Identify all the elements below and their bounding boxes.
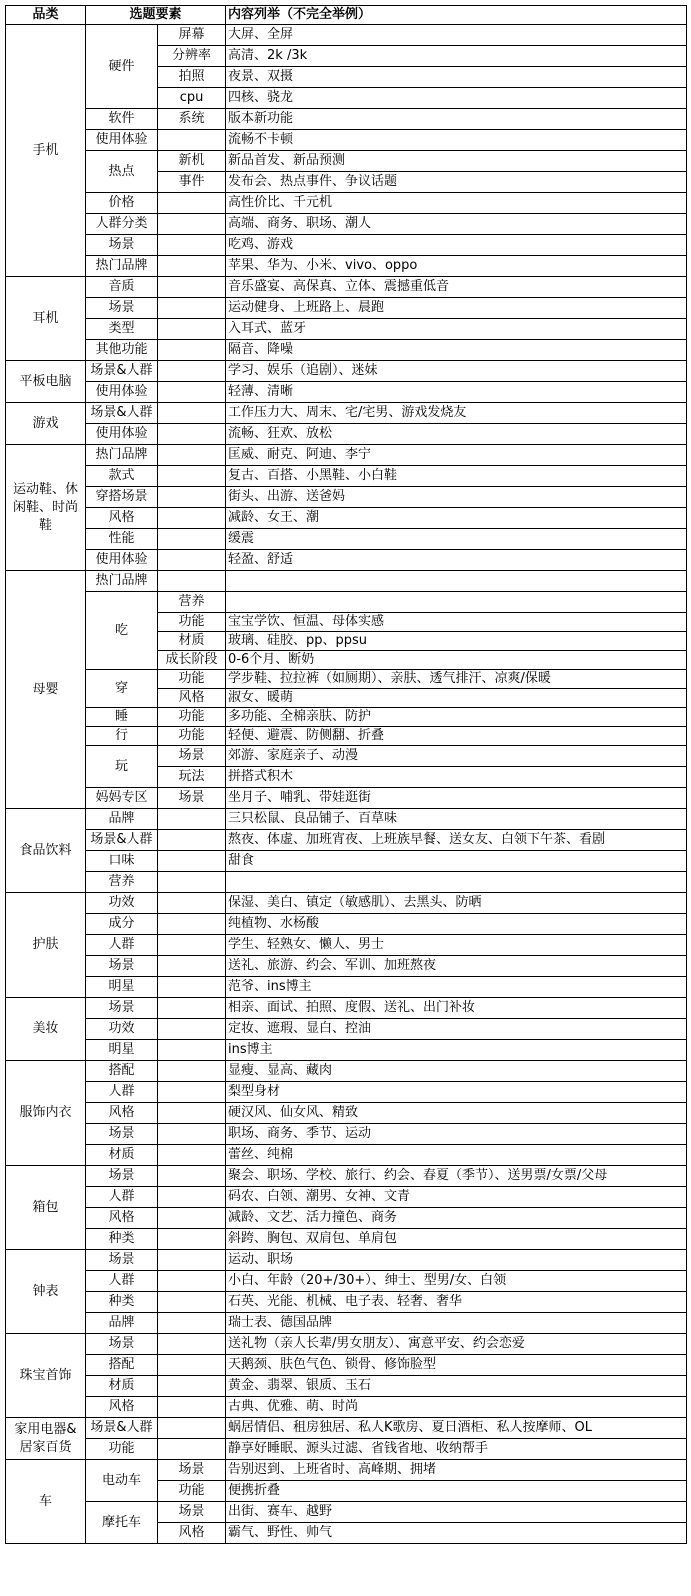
content-cell: 夜景、双摄 [226,67,687,88]
sub-element-cell [158,1019,226,1040]
content-cell: 甜食 [226,851,687,872]
element-cell: 热门品牌 [86,445,158,466]
content-cell: 蜗居情侣、租房独居、私人K歌房、夏日酒柜、私人按摩师、OL [226,1418,687,1439]
table-row [6,1082,687,1103]
sub-element-cell [158,809,226,830]
table-row [6,788,687,809]
content-cell: 霸气、野性、帅气 [226,1523,687,1544]
content-cell: 吃鸡、游戏 [226,235,687,256]
element-cell: 穿 [86,670,158,708]
table-row [6,256,687,277]
category-cell: 母婴 [6,571,86,809]
content-cell: 流畅不卡顿 [226,130,687,151]
element-cell: 人群 [86,1082,158,1103]
sub-element-cell [158,1208,226,1229]
table-row [6,935,687,956]
table-row [6,746,687,767]
table-row [6,277,687,298]
element-cell: 玩 [86,746,158,788]
table-row [6,193,687,214]
table-row [6,382,687,403]
sub-element-cell [158,529,226,550]
sub-element-cell [158,130,226,151]
sub-element-cell [158,1292,226,1313]
element-cell: 人群 [86,1187,158,1208]
table-row [6,1460,687,1481]
content-cell: 新品首发、新品预测 [226,151,687,172]
element-cell: 材质 [86,1145,158,1166]
header-content: 内容列举（不完全举例） [226,6,687,25]
element-cell: 热点 [86,151,158,193]
content-cell: 小白、年龄（20+/30+）、绅士、型男/女、白领 [226,1271,687,1292]
content-cell: 街头、出游、送爸妈 [226,487,687,508]
content-cell: 定妆、遮瑕、显白、控油 [226,1019,687,1040]
element-cell: 成分 [86,914,158,935]
table-row [6,670,687,689]
table-row [6,1229,687,1250]
table-row [6,809,687,830]
content-cell: 送礼物（亲人长辈/男女朋友）、寓意平安、约会恋爱 [226,1334,687,1355]
sub-element-cell: 场景 [158,746,226,767]
table-row [6,214,687,235]
element-cell: 价格 [86,193,158,214]
category-cell: 平板电脑 [6,361,86,403]
sub-element-cell: 功能 [158,727,226,746]
element-cell: 使用体验 [86,550,158,571]
content-cell: 玻璃、硅胶、pp、ppsu [226,632,687,651]
element-cell: 场景&人群 [86,830,158,851]
sub-element-cell: cpu [158,88,226,109]
sub-element-cell: 系统 [158,109,226,130]
content-cell: 减龄、文艺、活力撞色、商务 [226,1208,687,1229]
table-row [6,1061,687,1082]
table-row [6,1145,687,1166]
element-cell: 场景&人群 [86,361,158,382]
table-row [6,487,687,508]
content-cell: 静享好睡眠、源头过滤、省钱省地、收纳帮手 [226,1439,687,1460]
sub-element-cell [158,1061,226,1082]
table-row [6,340,687,361]
sub-element-cell [158,550,226,571]
sub-element-cell: 场景 [158,1502,226,1523]
category-cell: 珠宝首饰 [6,1334,86,1418]
content-cell: 出街、赛车、越野 [226,1502,687,1523]
element-cell: 场景 [86,1334,158,1355]
content-cell: 古典、优雅、萌、时尚 [226,1397,687,1418]
sub-element-cell: 风格 [158,689,226,708]
sub-element-cell: 拍照 [158,67,226,88]
content-cell: 蕾丝、纯棉 [226,1145,687,1166]
table-row [6,1355,687,1376]
element-cell: 功能 [86,1439,158,1460]
content-cell: 隔音、降噪 [226,340,687,361]
content-cell: 高清、2k /3k [226,46,687,67]
content-cell: 郊游、家庭亲子、动漫 [226,746,687,767]
table-row [6,1397,687,1418]
content-cell: 音乐盛宴、高保真、立体、震撼重低音 [226,277,687,298]
sub-element-cell [158,1082,226,1103]
table-row [6,109,687,130]
table-row [6,1019,687,1040]
content-cell: 缓震 [226,529,687,550]
table-row [6,851,687,872]
element-cell: 场景 [86,1124,158,1145]
sub-element-cell: 事件 [158,172,226,193]
table-row [6,998,687,1019]
content-cell: 纯植物、水杨酸 [226,914,687,935]
element-cell: 风格 [86,1397,158,1418]
content-cell: 发布会、热点事件、争议话题 [226,172,687,193]
sub-element-cell: 成长阶段 [158,651,226,670]
content-cell: 范爷、ins博主 [226,977,687,998]
element-cell: 穿搭场景 [86,487,158,508]
content-cell: 高端、商务、职场、潮人 [226,214,687,235]
header-element: 选题要素 [86,6,226,25]
content-cell [226,592,687,613]
element-cell: 风格 [86,1208,158,1229]
content-cell: 学步鞋、拉拉裤（如厕期）、亲肤、透气排汗、凉爽/保暖 [226,670,687,689]
table-row [6,466,687,487]
content-cell: 聚会、职场、学校、旅行、约会、春夏（季节）、送男票/女票/父母 [226,1166,687,1187]
header-row [6,6,687,25]
sub-element-cell [158,1313,226,1334]
content-cell: 流畅、狂欢、放松 [226,424,687,445]
table-row [6,1334,687,1355]
category-cell: 车 [6,1460,86,1544]
content-cell: ins博主 [226,1040,687,1061]
table-row [6,872,687,893]
element-cell: 功效 [86,893,158,914]
content-cell: 天鹅颈、肤色气色、锁骨、修饰脸型 [226,1355,687,1376]
content-cell: 多功能、全棉亲肤、防护 [226,708,687,727]
content-cell: 三只松鼠、良品铺子、百草味 [226,809,687,830]
element-cell: 风格 [86,508,158,529]
sub-element-cell [158,956,226,977]
table-row [6,1166,687,1187]
content-cell: 显瘦、显高、藏肉 [226,1061,687,1082]
category-cell: 钟表 [6,1250,86,1334]
table-row [6,592,687,613]
element-cell: 明星 [86,977,158,998]
content-cell: 保湿、美白、镇定（敏感肌）、去黑头、防晒 [226,893,687,914]
content-cell: 轻薄、清晰 [226,382,687,403]
category-cell: 手机 [6,25,86,277]
sub-element-cell: 场景 [158,1460,226,1481]
category-cell: 耳机 [6,277,86,361]
table-row [6,708,687,727]
table-row [6,403,687,424]
sub-element-cell: 场景 [158,788,226,809]
table-row [6,1502,687,1523]
table-row [6,1376,687,1397]
sub-element-cell [158,1439,226,1460]
content-cell: 运动健身、上班路上、晨跑 [226,298,687,319]
table-row [6,1124,687,1145]
sub-element-cell [158,893,226,914]
content-cell: 梨型身材 [226,1082,687,1103]
content-cell: 轻盈、舒适 [226,550,687,571]
table-row [6,151,687,172]
sub-element-cell [158,445,226,466]
content-cell: 版本新功能 [226,109,687,130]
sub-element-cell [158,998,226,1019]
sub-element-cell [158,235,226,256]
element-cell: 场景 [86,298,158,319]
element-cell: 摩托车 [86,1502,158,1544]
element-cell: 品牌 [86,809,158,830]
sub-element-cell: 玩法 [158,767,226,788]
table-row [6,914,687,935]
sub-element-cell: 分辨率 [158,46,226,67]
sub-element-cell [158,1166,226,1187]
content-cell: 匡威、耐克、阿迪、李宁 [226,445,687,466]
table-row [6,1208,687,1229]
sub-element-cell [158,298,226,319]
element-cell: 人群分类 [86,214,158,235]
table-row [6,893,687,914]
sub-element-cell [158,1376,226,1397]
element-cell: 明星 [86,1040,158,1061]
content-cell: 便携折叠 [226,1481,687,1502]
sub-element-cell [158,1124,226,1145]
content-cell: 石英、光能、机械、电子表、轻奢、奢华 [226,1292,687,1313]
category-cell: 箱包 [6,1166,86,1250]
element-cell: 人群 [86,935,158,956]
element-cell: 风格 [86,1103,158,1124]
element-cell: 使用体验 [86,130,158,151]
table-row [6,977,687,998]
element-cell: 材质 [86,1376,158,1397]
content-cell: 复古、百搭、小黑鞋、小白鞋 [226,466,687,487]
content-cell: 淑女、暖萌 [226,689,687,708]
category-cell: 食品饮料 [6,809,86,893]
sub-element-cell: 功能 [158,1481,226,1502]
sub-element-cell [158,214,226,235]
category-cell: 家用电器&居家百货 [6,1418,86,1460]
content-cell: 告别迟到、上班省时、高峰期、拥堵 [226,1460,687,1481]
topic-table [5,5,687,1544]
content-cell: 宝宝学饮、恒温、母体实感 [226,613,687,632]
sub-element-cell: 新机 [158,151,226,172]
element-cell: 场景 [86,235,158,256]
element-cell: 性能 [86,529,158,550]
sub-element-cell [158,1229,226,1250]
sub-element-cell [158,361,226,382]
sub-element-cell [158,403,226,424]
table-row [6,830,687,851]
table-body [6,25,687,1544]
content-cell: 码农、白领、潮男、女神、文青 [226,1187,687,1208]
content-cell: 工作压力大、周末、宅/宅男、游戏发烧友 [226,403,687,424]
sub-element-cell [158,872,226,893]
sub-element-cell [158,914,226,935]
content-cell: 坐月子、哺乳、带娃逛街 [226,788,687,809]
element-cell: 类型 [86,319,158,340]
sub-element-cell [158,1418,226,1439]
element-cell: 行 [86,727,158,746]
element-cell: 搭配 [86,1061,158,1082]
sub-element-cell [158,1040,226,1061]
sub-element-cell [158,571,226,592]
element-cell: 音质 [86,277,158,298]
content-cell: 送礼、旅游、约会、军训、加班熬夜 [226,956,687,977]
element-cell: 功效 [86,1019,158,1040]
content-cell: 学生、轻熟女、懒人、男士 [226,935,687,956]
table-row [6,1439,687,1460]
category-cell: 美妆 [6,998,86,1061]
element-cell: 场景 [86,1250,158,1271]
element-cell: 种类 [86,1229,158,1250]
element-cell: 热门品牌 [86,571,158,592]
table-row [6,1271,687,1292]
sub-element-cell [158,1271,226,1292]
content-cell: 高性价比、千元机 [226,193,687,214]
table-row [6,1313,687,1334]
table-row [6,1292,687,1313]
sub-element-cell: 风格 [158,1523,226,1544]
sub-element-cell: 屏幕 [158,25,226,46]
sub-element-cell [158,1250,226,1271]
content-cell: 瑞士表、德国品牌 [226,1313,687,1334]
element-cell: 品牌 [86,1313,158,1334]
table-row [6,424,687,445]
sub-element-cell [158,277,226,298]
sub-element-cell [158,1103,226,1124]
sub-element-cell [158,1397,226,1418]
element-cell: 使用体验 [86,424,158,445]
sub-element-cell [158,319,226,340]
element-cell: 吃 [86,592,158,670]
sub-element-cell [158,508,226,529]
table-row [6,1418,687,1439]
category-cell: 运动鞋、休闲鞋、时尚鞋 [6,445,86,571]
content-cell: 入耳式、蓝牙 [226,319,687,340]
table-row [6,727,687,746]
element-cell: 其他功能 [86,340,158,361]
table-row [6,130,687,151]
table-row [6,508,687,529]
sub-element-cell [158,466,226,487]
table-row [6,550,687,571]
table-row [6,319,687,340]
table-row [6,571,687,592]
table-row [6,25,687,46]
table-row [6,1250,687,1271]
sub-element-cell [158,1145,226,1166]
content-cell: 相亲、面试、拍照、度假、送礼、出门补妆 [226,998,687,1019]
element-cell: 种类 [86,1292,158,1313]
sub-element-cell [158,487,226,508]
element-cell: 人群 [86,1271,158,1292]
element-cell: 硬件 [86,25,158,109]
sub-element-cell: 营养 [158,592,226,613]
content-cell: 拼搭式积木 [226,767,687,788]
sub-element-cell [158,1355,226,1376]
sub-element-cell: 功能 [158,613,226,632]
element-cell: 场景&人群 [86,403,158,424]
sub-element-cell [158,1187,226,1208]
element-cell: 款式 [86,466,158,487]
sub-element-cell [158,256,226,277]
element-cell: 场景&人群 [86,1418,158,1439]
content-cell: 职场、商务、季节、运动 [226,1124,687,1145]
category-cell: 游戏 [6,403,86,445]
content-cell: 轻便、避震、防侧翻、折叠 [226,727,687,746]
element-cell: 场景 [86,1166,158,1187]
table-row [6,1040,687,1061]
sub-element-cell [158,340,226,361]
sub-element-cell [158,851,226,872]
sub-element-cell: 功能 [158,708,226,727]
element-cell: 电动车 [86,1460,158,1502]
content-cell: 0-6个月、断奶 [226,651,687,670]
element-cell: 场景 [86,998,158,1019]
content-cell: 大屏、全屏 [226,25,687,46]
content-cell: 斜跨、胸包、双肩包、单肩包 [226,1229,687,1250]
sub-element-cell [158,977,226,998]
content-cell: 硬汉风、仙女风、精致 [226,1103,687,1124]
table-row [6,529,687,550]
sub-element-cell [158,1334,226,1355]
element-cell: 软件 [86,109,158,130]
content-cell [226,872,687,893]
table-row [6,1187,687,1208]
table-row [6,361,687,382]
table-row [6,235,687,256]
element-cell: 场景 [86,956,158,977]
element-cell: 口味 [86,851,158,872]
content-cell: 四核、骁龙 [226,88,687,109]
content-cell: 运动、职场 [226,1250,687,1271]
table-row [6,445,687,466]
content-cell: 减龄、女王、潮 [226,508,687,529]
element-cell: 营养 [86,872,158,893]
sub-element-cell [158,830,226,851]
content-cell: 学习、娱乐（追剧）、迷妹 [226,361,687,382]
content-cell: 熬夜、体虚、加班宵夜、上班族早餐、送女友、白领下午茶、看剧 [226,830,687,851]
element-cell: 睡 [86,708,158,727]
content-cell [226,571,687,592]
content-cell: 苹果、华为、小米、vivo、oppo [226,256,687,277]
sub-element-cell [158,424,226,445]
table-row [6,298,687,319]
sub-element-cell: 功能 [158,670,226,689]
sub-element-cell [158,935,226,956]
table-row [6,956,687,977]
sub-element-cell: 材质 [158,632,226,651]
element-cell: 妈妈专区 [86,788,158,809]
sub-element-cell [158,382,226,403]
element-cell: 搭配 [86,1355,158,1376]
category-cell: 护肤 [6,893,86,998]
header-category: 品类 [6,6,86,25]
category-cell: 服饰内衣 [6,1061,86,1166]
element-cell: 热门品牌 [86,256,158,277]
table-row [6,1103,687,1124]
content-cell: 黄金、翡翠、银质、玉石 [226,1376,687,1397]
sub-element-cell [158,193,226,214]
element-cell: 使用体验 [86,382,158,403]
